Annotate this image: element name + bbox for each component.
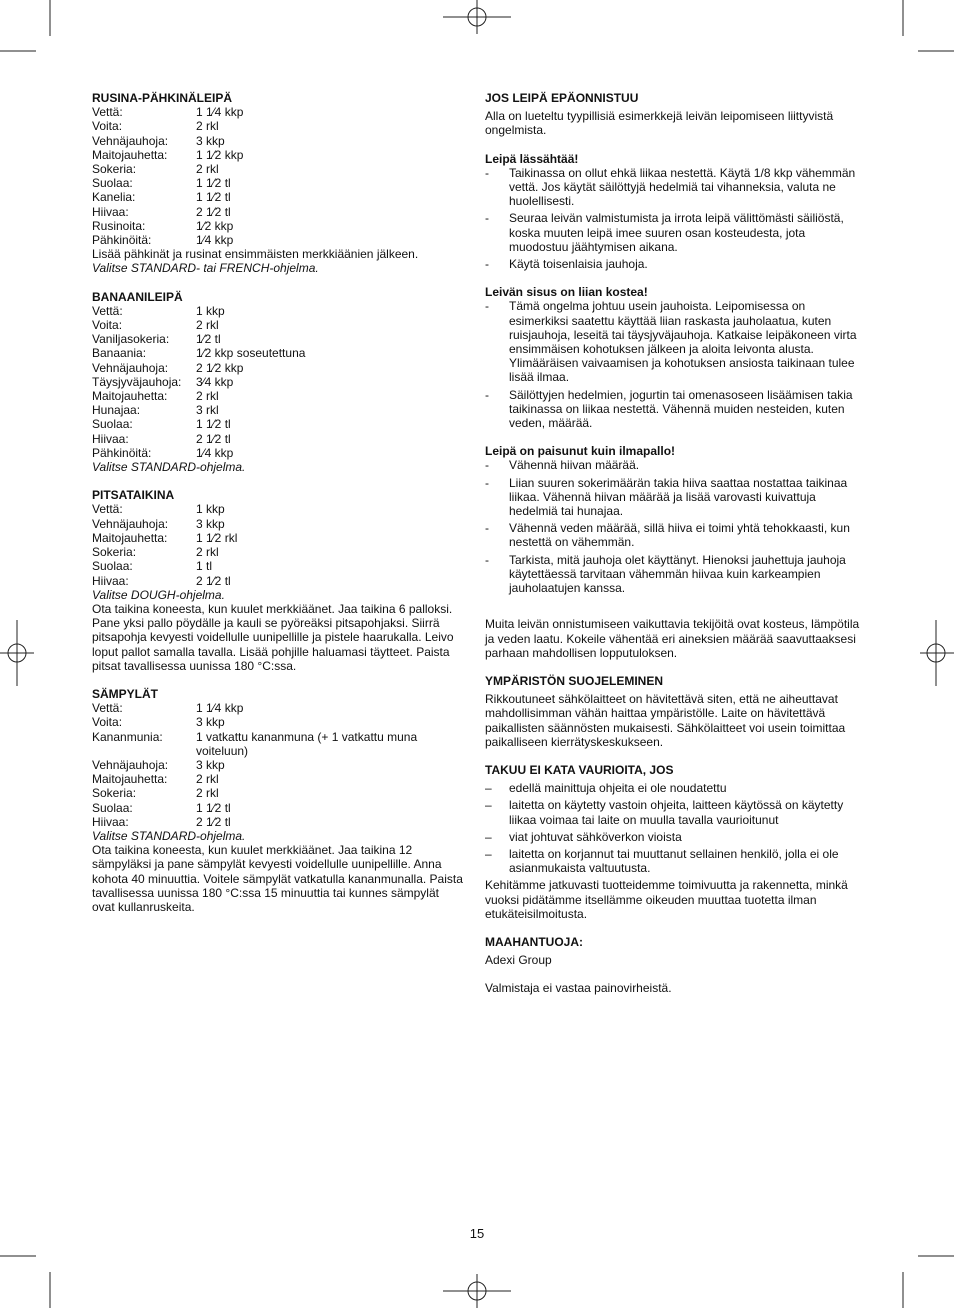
- ingredient-row: Täysjyväjauhoja: 3⁄4 kkp: [92, 374, 234, 389]
- section-title-fail: JOS LEIPÄ EPÄONNISTUU: [485, 91, 639, 105]
- recipe-title: SÄMPYLÄT: [92, 686, 158, 701]
- ingredient-row: Suolaa: 1 tl: [92, 559, 213, 574]
- ingredient-row: Maitojauhetta: 1 1⁄2 rkl: [92, 530, 238, 545]
- ingredient-row: Vehnäjauhoja: 3 kkp: [92, 757, 225, 772]
- list-item: - Tämä ongelma johtuu usein jauhoista. Leipomisessa on esimerkiksi saatettu käyttää liian raskasta jauholaatua, kuten ruisjauhoja, leseitä tai täysjyväjauhoja. Katkaise leipäkoneen virta ensimmäisen kohotuksen jälkeen ja aloita leivonta alusta. Ylimääräisen vaivaamisen ja kohotuksen ansiosta taikinaan tulee lisää ilmaa.: [485, 299, 857, 385]
- list-item: - Säilöttyjen hedelmien, jogurtin tai omenasoseen lisäämisen takia taikinassa on liikaa nestettä. Vähennä muiden nesteiden, kuten veden, määrää.: [485, 387, 853, 431]
- ingredient-row: Voita: 2 rkl: [92, 119, 219, 134]
- ingredient-row: Sokeria: 2 rkl: [92, 162, 219, 177]
- ingredient-row: Maitojauhetta: 1 1⁄2 kkp: [92, 147, 244, 162]
- recipe-note: Ota taikina koneesta, kun kuulet merkkiäänet. Jaa taikina 6 palloksi. Pane yksi pallo pöydälle ja kauli se pyöreäksi pitsapohjaksi. Siirrä pitsapohja kevyesti voidellulle uunipellille ja pistele haarukalla. Leivo loput pallot samalla tavalla. Lisää pohjille haluamasi täytteet. Paista pitsat tavallisessa uunissa 180 °C:ssa.: [92, 601, 454, 673]
- list-item: - Tarkista, mitä jauhoja olet käyttänyt. Hienoksi jauhettuja jauhoja käytettäessä tarvitaan vähemmän hiivaa kuin karkeampien jauholaatujen kanssa.: [485, 552, 846, 596]
- registration-mark-left: [0, 620, 34, 686]
- recipe-title: PITSATAIKINA: [92, 488, 175, 503]
- list-item: – laitetta on korjannut tai muuttanut sellainen henkilö, jolla ei ole asianmukaista valtuutusta.: [485, 846, 839, 876]
- ingredient-row: Vettä: 1 1⁄4 kkp: [92, 105, 244, 120]
- section-title-importer: MAAHANTUOJA:: [485, 934, 583, 949]
- ingredient-row: Suolaa: 1 1⁄2 tl: [92, 417, 231, 432]
- recipe-banaani: [92, 290, 464, 475]
- ingredient-row: Pähkinöitä: 1⁄4 kkp: [92, 233, 234, 248]
- list-item: – edellä mainittuja ohjeita ei ole noudatettu: [485, 781, 727, 796]
- list-item: - Vähennä veden määrää, sillä hiiva ei toimi yhtä tehokkaasti, kun nestettä on vähemmän.: [485, 521, 850, 550]
- list-item: - Vähennä hiivan määrää.: [485, 458, 640, 473]
- ingredient-row: Voita: 3 kkp: [92, 715, 225, 730]
- ingredient-row: Hiivaa: 2 1⁄2 tl: [92, 431, 231, 446]
- fail-closing: Muita leivän onnistumiseen vaikuttavia tekijöitä ovat kosteus, lämpötila ja veden laatu. Kokeile vähentää eri aineksien määrää saavuttaaksesi parhaan mahdollisen lopputuloksen.: [485, 617, 860, 660]
- recipe-rusina: [92, 91, 464, 276]
- ingredient-row: Suolaa: 1 1⁄2 tl: [92, 176, 231, 191]
- problem-list: [485, 458, 865, 595]
- ingredient-row: Rusinoita: 1⁄2 kkp: [92, 218, 234, 233]
- list-item: - Liian suuren sokerimäärän takia hiiva saattaa nostattaa taikinaa liikaa. Vähennä hiivan määrää ja lisää varovasti kuivattuja hedelmiä tai hunajaa.: [485, 475, 848, 519]
- ingredient-row: Hiivaa: 2 1⁄2 tl: [92, 814, 231, 829]
- fail-intro: Alla on lueteltu tyypillisiä esimerkkejä leivän leipomiseen liittyvistä ongelmista.: [485, 109, 834, 138]
- ingredient-row: Vettä: 1 1⁄4 kkp: [92, 701, 244, 716]
- section-title-env: YMPÄRISTÖN SUOJELEMINEN: [485, 673, 664, 688]
- list-item: – viat johtuvat sähköverkon vioista: [485, 829, 682, 844]
- recipe-program: Valitse STANDARD-ohjelma.: [92, 460, 246, 475]
- ingredient-row: Hiivaa: 2 1⁄2 tl: [92, 573, 231, 588]
- ingredient-row: Hiivaa: 2 1⁄2 tl: [92, 204, 231, 219]
- recipe-note: Ota taikina koneesta, kun kuulet merkkiäänet. Jaa taikina 12 sämpyläksi ja pane sämpylät kevyesti voidellulle uunipellille. Anna kohota 40 minuuttia. Voitele sämpylät vatkatulla kananmunalla. Paista tavallisessa uunissa 180 °C:ssa 15 minuuttia tai kunnes sämpylät ovat kullanruskeita.: [92, 843, 463, 914]
- subheading: Leivän sisus on liian kostea!: [485, 285, 648, 300]
- warranty-list: [485, 781, 865, 875]
- registration-mark-right: [920, 620, 954, 686]
- registration-mark-bottom: [443, 1274, 511, 1308]
- subheading: Leipä on paisunut kuin ilmapallo!: [485, 444, 676, 459]
- ingredient-row: Sokeria: 2 rkl: [92, 786, 219, 801]
- list-item: - Seuraa leivän valmistumista ja irrota leipä välittömästi säiliöstä, koska muuten leipä imee suuren osan kosteudesta, jota muodostuu jäähtymisen aikana.: [485, 211, 844, 254]
- ingredient-row: Vehnäjauhoja: 2 1⁄2 kkp: [92, 360, 244, 375]
- disclaimer: Valmistaja ei vastaa painovirheistä.: [485, 981, 672, 996]
- ingredient-row: Vehnäjauhoja: 3 kkp: [92, 133, 225, 148]
- subheading: Leipä lässähtää!: [485, 151, 579, 166]
- recipe-program: Valitse STANDARD- tai FRENCH-ohjelma.: [92, 261, 319, 276]
- recipe-sampylat: [92, 687, 464, 914]
- ingredient-row: Kananmunia: 1 vatkattu kananmuna (+ 1 vatkattu muna voiteluun): [92, 729, 418, 758]
- recipe-note: Lisää pähkinät ja rusinat ensimmäisten merkkiäänien jälkeen.: [92, 247, 419, 262]
- recipe-program: Valitse DOUGH-ohjelma.: [92, 587, 225, 602]
- recipe-title: BANAANILEIPÄ: [92, 289, 183, 304]
- list-item: - Käytä toisenlaisia jauhoja.: [485, 257, 648, 272]
- problem-list: [485, 299, 865, 430]
- right-column: [485, 91, 865, 996]
- page-number: 15: [469, 1226, 485, 1241]
- warranty-text: Kehitämme jatkuvasti tuotteidemme toimivuutta ja rakennetta, minkä vuoksi pidätämme itsellämme oikeuden muuttaa tuotetta ilman etukäteisilmoitusta.: [485, 878, 848, 921]
- list-item: - Taikinassa on ollut ehkä liikaa nestettä. Käytä 1/8 kkp vähemmän vettä. Jos käytät säilöttyjä hedelmiä tai vihanneksia, valuta ne huolellisesti.: [485, 165, 856, 209]
- ingredient-row: Kanelia: 1 1⁄2 tl: [92, 190, 231, 205]
- recipe-pitsa: [92, 488, 464, 673]
- ingredient-row: Suolaa: 1 1⁄2 tl: [92, 800, 231, 815]
- problem-list: [485, 166, 865, 271]
- ingredient-row: Maitojauhetta: 2 rkl: [92, 772, 219, 787]
- ingredient-row: Banaania: 1⁄2 kkp soseutettuna: [92, 346, 306, 361]
- recipe-title: RUSINA-PÄHKINÄLEIPÄ: [92, 91, 233, 105]
- left-column: [92, 91, 464, 928]
- ingredient-row: Vehnäjauhoja: 3 kkp: [92, 516, 225, 531]
- ingredient-row: Voita: 2 rkl: [92, 318, 219, 333]
- ingredient-row: Vettä: 1 kkp: [92, 303, 225, 318]
- list-item: – laitetta on käytetty vastoin ohjeita, laitteen käytössä on käytetty liikaa voimaa tai laite on muulla tavalla vaurioitunut: [485, 798, 844, 827]
- env-text: Rikkoutuneet sähkölaitteet on hävitettävä siten, että ne aiheuttavat mahdollisimman vähän haittaa ympäristölle. Laite on hävitettävä paikallisten säännösten mukaisesti. Sähkölaitteet voi usein toimittaa paikalliseen kierrätyskeskukseen.: [485, 692, 846, 749]
- ingredient-row: Maitojauhetta: 2 rkl: [92, 389, 219, 404]
- ingredient-row: Hunajaa: 3 rkl: [92, 403, 219, 418]
- recipe-program: Valitse STANDARD-ohjelma.: [92, 828, 246, 843]
- importer-name: Adexi Group: [485, 953, 552, 968]
- registration-mark-top: [443, 0, 511, 34]
- ingredient-row: Pähkinöitä: 1⁄4 kkp: [92, 445, 234, 460]
- ingredient-row: Sokeria: 2 rkl: [92, 545, 219, 560]
- ingredient-row: Vaniljasokeria: 1⁄2 tl: [92, 332, 221, 347]
- section-title-warranty: TAKUU EI KATA VAURIOITA, JOS: [485, 762, 674, 777]
- ingredient-row: Vettä: 1 kkp: [92, 502, 225, 517]
